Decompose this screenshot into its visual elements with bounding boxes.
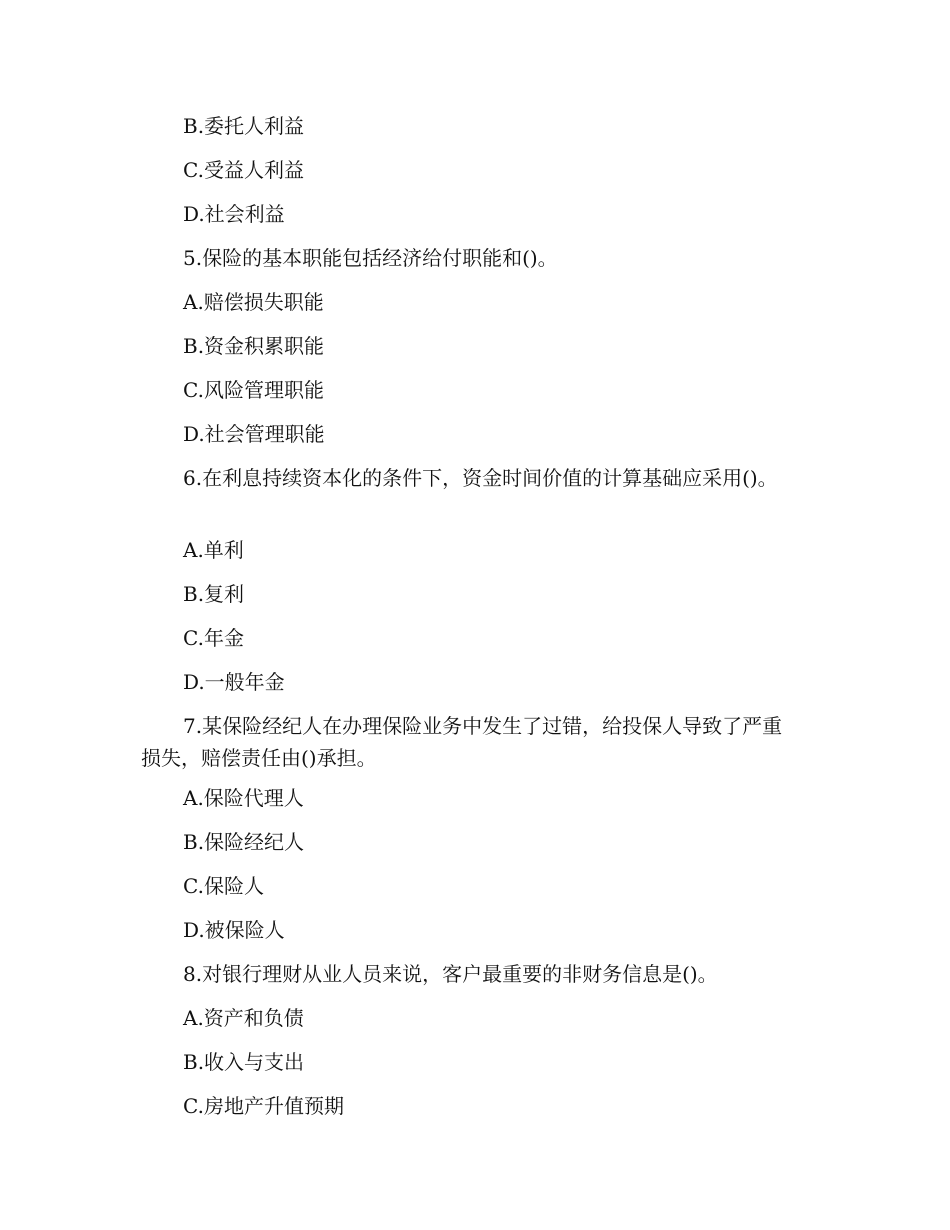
question-7-stem: 7.某保险经纪人在办理保险业务中发生了过错，给投保人导致了严重损失，赔偿责任由()承担。 [141,714,783,770]
option-5d: D.社会管理职能 [183,422,325,446]
question-5-stem: 5.保险的基本职能包括经济给付职能和()。 [183,246,558,270]
option-8a: A.资产和负债 [183,1006,304,1030]
option-4c: C.受益人利益 [183,158,304,182]
option-4b: B.委托人利益 [183,114,305,138]
option-6a: A.单利 [183,538,244,562]
option-8c: C.房地产升值预期 [183,1094,344,1118]
option-6d: D.一般年金 [183,670,285,694]
option-5a: A.赔偿损失职能 [183,290,324,314]
option-7c: C.保险人 [183,874,264,898]
option-6c: C.年金 [183,626,244,650]
option-8b: B.收入与支出 [183,1050,305,1074]
option-6b: B.复利 [183,582,245,606]
question-8-stem: 8.对银行理财从业人员来说，客户最重要的非财务信息是()。 [183,962,718,986]
question-6-stem: 6.在利息持续资本化的条件下，资金时间价值的计算基础应采用()。 [183,466,778,490]
option-7a: A.保险代理人 [183,786,304,810]
option-7d: D.被保险人 [183,918,285,942]
option-7b: B.保险经纪人 [183,830,305,854]
option-5b: B.资金积累职能 [183,334,325,358]
option-4d: D.社会利益 [183,202,285,226]
option-5c: C.风险管理职能 [183,378,324,402]
